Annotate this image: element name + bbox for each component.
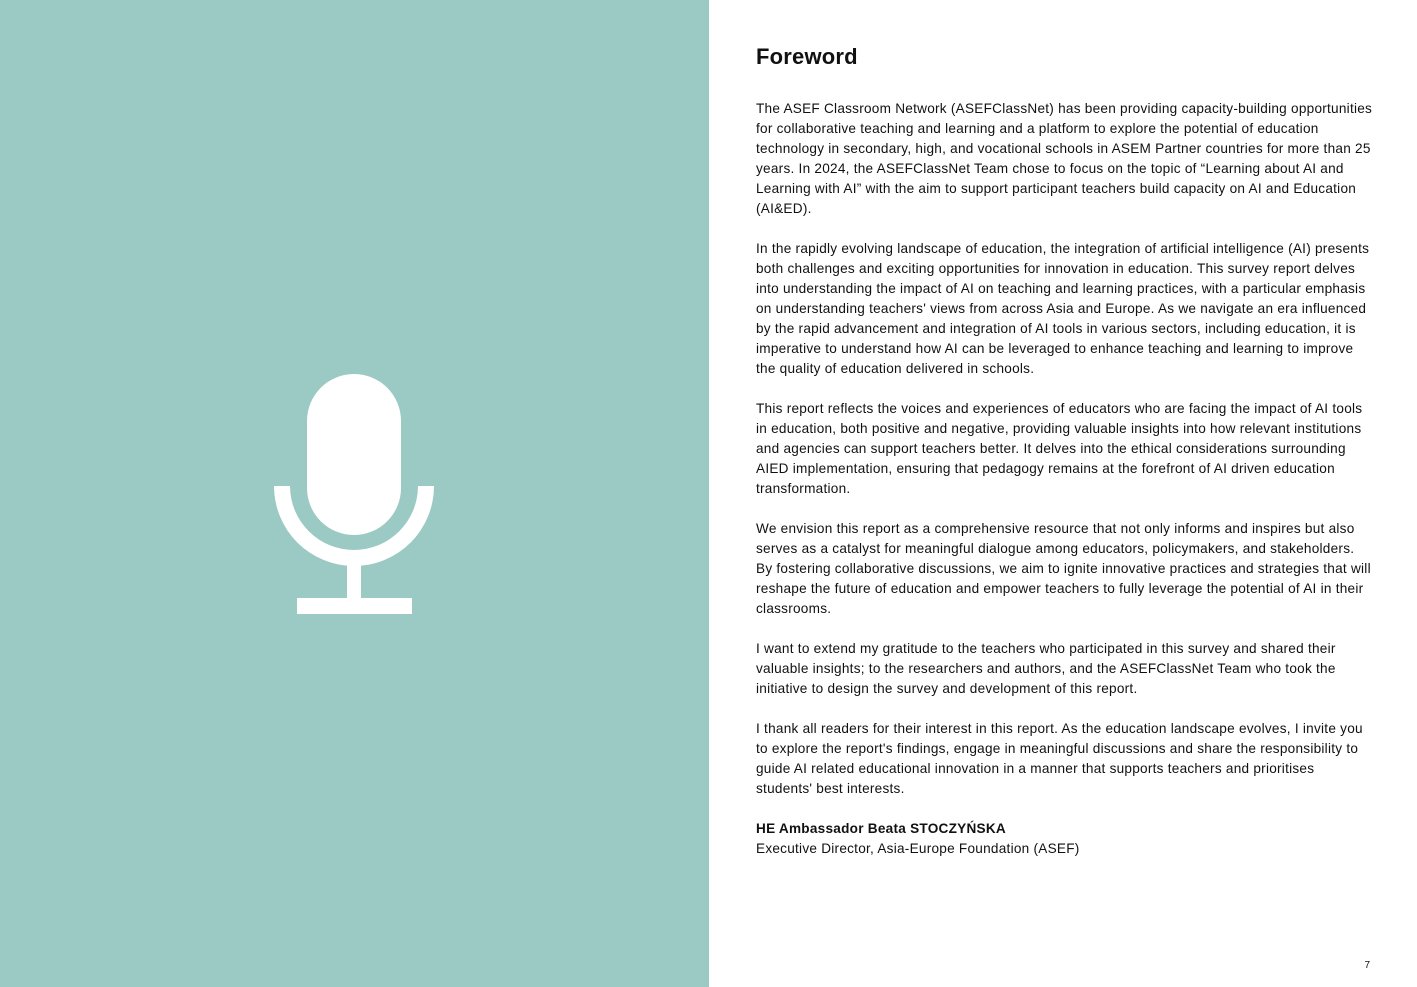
signer-role: Executive Director, Asia-Europe Foundation (ASEF) [756, 841, 1080, 856]
page-number: 7 [1364, 960, 1370, 971]
signer-name: HE Ambassador Beata STOCZYŃSKA [756, 821, 1006, 836]
page-title: Foreword [756, 44, 858, 69]
paragraph: In the rapidly evolving landscape of education, the integration of artificial intelligence (AI) presents both challenges and exciting opportunities for innovation in education. This survey report delves into understanding the impact of AI on teaching and learning practices, with a particular emphasis on understanding teachers' views from across Asia and Europe. As we navigate an era influenced by the rapid advancement and integration of AI tools in various sectors, including education, it is imperative to understand how AI can be leveraged to enhance teaching and learning to improve the quality of education delivered in schools. [756, 241, 1370, 376]
foreword-content [756, 40, 1374, 859]
paragraph: The ASEF Classroom Network (ASEFClassNet) has been providing capacity-building opportunities for collaborative teaching and learning and a platform to explore the potential of education technology in secondary, high, and vocational schools in ASEM Partner countries for more than 25 years. In 2024, the ASEFClassNet Team chose to focus on the topic of “Learning about AI and Learning with AI” with the aim to support participant teachers build capacity on AI and Education (AI&ED). [756, 101, 1373, 216]
paragraph: I want to extend my gratitude to the teachers who participated in this survey and shared their valuable insights; to the researchers and authors, and the ASEFClassNet Team who took the initiative to design the survey and development of this report. [756, 641, 1336, 696]
foreword-panel [709, 0, 1417, 987]
paragraph: This report reflects the voices and experiences of educators who are facing the impact of AI tools in education, both positive and negative, providing valuable insights into how relevant institutions and agencies can support teachers better. It delves into the ethical considerations surrounding AIED implementation, ensuring that pedagogy remains at the forefront of AI driven education transformation. [756, 401, 1363, 496]
foreword-body [756, 99, 1374, 799]
paragraph: I thank all readers for their interest in this report. As the education landscape evolves, I invite you to explore the report's findings, engage in meaningful discussions and share the responsibility to guide AI related educational innovation in a manner that supports teachers and prioritises students' best interests. [756, 721, 1363, 796]
paragraph: We envision this report as a comprehensive resource that not only informs and inspires but also serves as a catalyst for meaningful dialogue among educators, policymakers, and stakeholders. By fostering collaborative discussions, we aim to ignite innovative practices and strategies that will reshape the future of education and empower teachers to fully leverage the potential of AI in their classrooms. [756, 521, 1371, 616]
microphone-icon [272, 372, 436, 616]
